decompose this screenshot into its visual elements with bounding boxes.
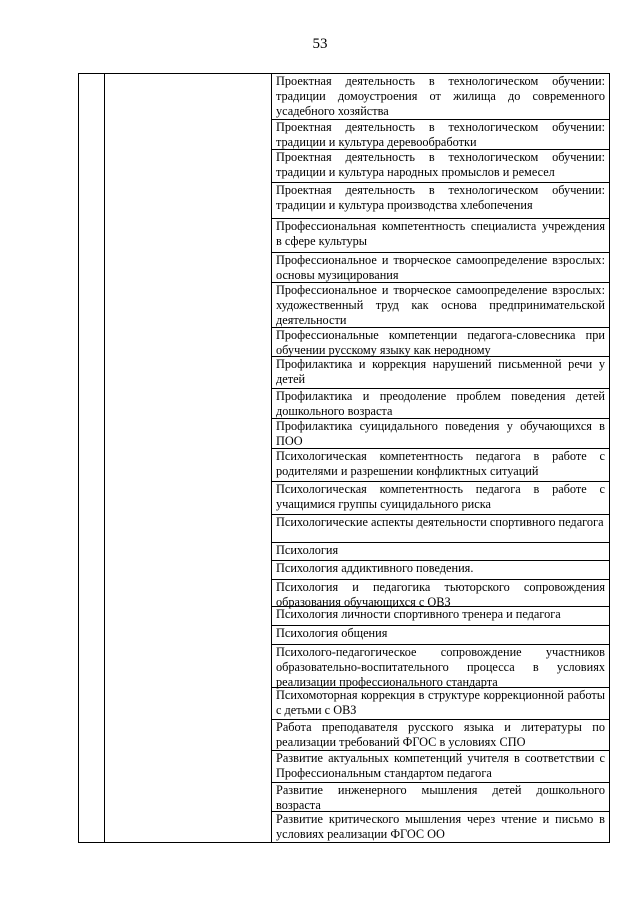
course-row bbox=[272, 282, 609, 327]
column-divider bbox=[104, 74, 105, 842]
course-row bbox=[272, 750, 609, 782]
course-title: Психология личности спортивного тренера и педагога bbox=[276, 607, 561, 621]
course-row bbox=[272, 418, 609, 448]
course-title: Работа преподавателя русского языка и литературы по реализации требований ФГОС в условиях СПО bbox=[276, 720, 605, 749]
course-title: Проектная деятельность в технологическом обучении: традиции и культура деревообработки bbox=[276, 120, 605, 149]
course-row bbox=[272, 74, 609, 119]
course-row bbox=[272, 388, 609, 418]
course-title: Психологическая компетентность педагога в работе с родителями и разрешении конфликтных ситуаций bbox=[276, 449, 605, 478]
course-title: Профессиональное и творческое самоопределение взрослых: основы музицирования bbox=[276, 253, 605, 282]
course-title: Профилактика суицидального поведения у обучающихся в ПОО bbox=[276, 419, 605, 448]
course-title: Психологические аспекты деятельности спортивного педагога bbox=[276, 515, 604, 529]
course-row bbox=[272, 119, 609, 149]
course-title: Психология bbox=[276, 543, 339, 557]
course-title: Психология аддиктивного поведения. bbox=[276, 561, 474, 575]
course-row bbox=[272, 782, 609, 811]
page-number: 53 bbox=[312, 36, 328, 52]
course-title: Психология общения bbox=[276, 626, 388, 640]
course-title: Проектная деятельность в технологическом обучении: традиции и культура производства хлебопечения bbox=[276, 183, 605, 212]
course-row bbox=[272, 514, 609, 542]
course-row bbox=[272, 252, 609, 282]
course-row bbox=[272, 218, 609, 252]
course-title: Профессиональные компетенции педагога-словесника при обучении русскому языку как неродному bbox=[276, 328, 605, 357]
course-title: Профессиональное и творческое самоопределение взрослых: художественный труд как основа предпринимательской деятельности bbox=[276, 283, 605, 327]
course-row bbox=[272, 149, 609, 182]
course-row bbox=[272, 606, 609, 625]
course-row bbox=[272, 560, 609, 579]
course-title: Проектная деятельность в технологическом обучении: традиции домоустроения от жилища до современного усадебного хозяйства bbox=[276, 74, 605, 118]
course-row bbox=[272, 644, 609, 687]
course-title: Психомоторная коррекция в структуре коррекционной работы с детьми с ОВЗ bbox=[276, 688, 605, 717]
course-list bbox=[272, 74, 609, 842]
course-title: Развитие инженерного мышления детей дошкольного возраста bbox=[276, 783, 605, 812]
course-row bbox=[272, 625, 609, 644]
course-title: Психологическая компетентность педагога в работе с учащимися группы суицидального риска bbox=[276, 482, 605, 511]
course-title: Психолого-педагогическое сопровождение участников образовательно-воспитательного процесса в условиях реализации профессионального стандарта bbox=[276, 645, 605, 689]
course-row bbox=[272, 182, 609, 218]
course-row bbox=[272, 719, 609, 750]
course-title: Развитие критического мышления через чтение и письмо в условиях реализации ФГОС ОО bbox=[276, 812, 605, 841]
course-row bbox=[272, 481, 609, 514]
course-title: Профилактика и преодоление проблем поведения детей дошкольного возраста bbox=[276, 389, 605, 418]
course-title: Психология и педагогика тьюторского сопровождения образования обучающихся с ОВЗ bbox=[276, 580, 605, 609]
course-row bbox=[272, 811, 609, 844]
course-row bbox=[272, 448, 609, 481]
course-title: Развитие актуальных компетенций учителя в соответствии с Профессиональным стандартом педагога bbox=[276, 751, 605, 780]
course-table bbox=[78, 73, 610, 843]
course-row bbox=[272, 542, 609, 560]
course-title: Профессиональная компетентность специалиста учреждения в сфере культуры bbox=[276, 219, 605, 248]
course-row bbox=[272, 327, 609, 356]
course-title: Проектная деятельность в технологическом обучении: традиции и культура народных промыслов и ремесел bbox=[276, 150, 605, 179]
course-title: Профилактика и коррекция нарушений письменной речи у детей bbox=[276, 357, 605, 386]
course-row bbox=[272, 356, 609, 388]
course-row bbox=[272, 687, 609, 719]
course-row bbox=[272, 579, 609, 609]
